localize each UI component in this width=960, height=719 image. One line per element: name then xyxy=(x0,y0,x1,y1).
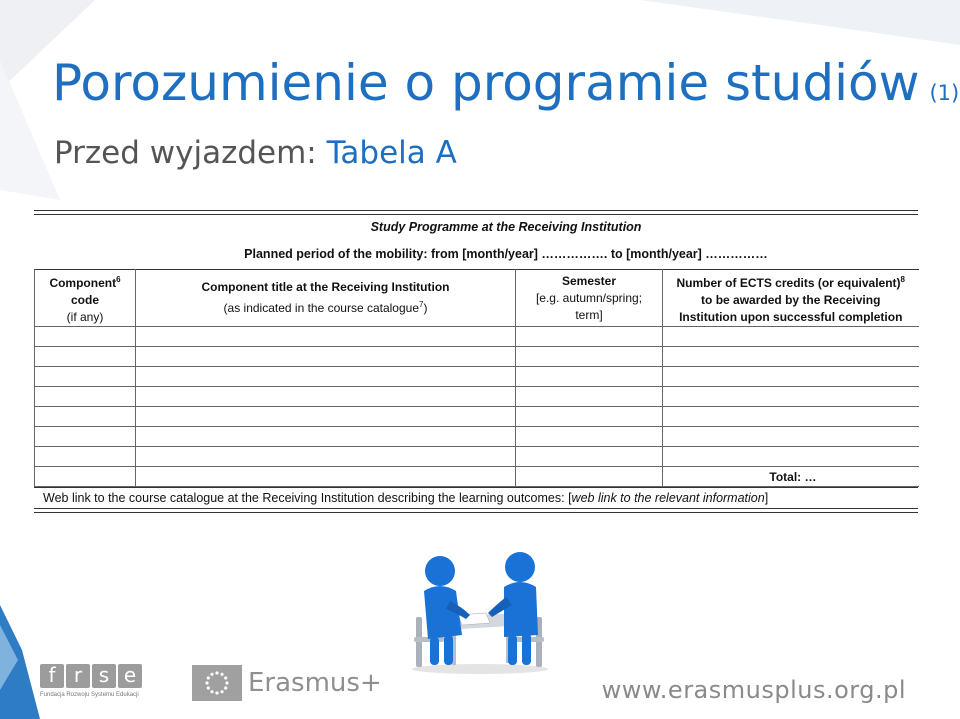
slide-title xyxy=(52,52,959,124)
two-figures-at-table-icon xyxy=(400,545,560,675)
cell-title[interactable] xyxy=(136,447,516,467)
table-row xyxy=(35,407,919,427)
cell-semester[interactable] xyxy=(516,387,663,407)
cell-title[interactable] xyxy=(136,407,516,427)
cell-title[interactable] xyxy=(136,327,516,347)
col-ects-credits: Number of ECTS credits (or equivalent)$^8$ to be awarded by the Receiving Institution upon successful completion xyxy=(663,270,919,327)
cell-code[interactable] xyxy=(35,387,136,407)
frse-caption: Fundacja Rozwoju Systemu Edukacji xyxy=(40,692,139,698)
slide-title-suffix: (1) xyxy=(929,81,960,105)
web-link-row: Web link to the course catalogue at the Receiving Institution describing the learning outcomes: [web link to the relevant information] xyxy=(34,487,918,508)
cell-ects[interactable] xyxy=(663,387,919,407)
cell-code[interactable] xyxy=(35,367,136,387)
footer-url[interactable]: www.erasmusplus.org.pl xyxy=(601,676,906,704)
col-component-code: Component$^6$ code (if any) xyxy=(35,270,136,327)
table-row xyxy=(35,387,919,407)
cell-semester[interactable] xyxy=(516,367,663,387)
mobility-period: Planned period of the mobility: from [month/year] ……………. to [month/year] …………… xyxy=(244,247,768,261)
cell-semester[interactable] xyxy=(516,347,663,367)
total-row xyxy=(35,467,919,487)
frse-logo xyxy=(40,664,146,704)
cell-semester xyxy=(516,467,663,487)
learning-agreement-table-a xyxy=(34,210,918,513)
web-link-placeholder[interactable]: web link to the relevant information xyxy=(571,491,765,505)
doc-heading: Study Programme at the Receiving Institution xyxy=(370,220,642,234)
subtitle-prefix: Przed wyjazdem: xyxy=(54,135,327,171)
cell-title xyxy=(136,467,516,487)
cell-ects[interactable] xyxy=(663,367,919,387)
cell-ects[interactable] xyxy=(663,427,919,447)
table-row xyxy=(35,427,919,447)
cell-code xyxy=(35,467,136,487)
bottom-rule xyxy=(34,508,918,513)
table-row xyxy=(35,327,919,347)
cell-ects[interactable] xyxy=(663,327,919,347)
frse-mark: f r s e xyxy=(40,664,146,688)
eu-flag-icon xyxy=(192,665,242,701)
cell-code[interactable] xyxy=(35,327,136,347)
cell-code[interactable] xyxy=(35,427,136,447)
col-semester: Semester [e.g. autumn/spring; term] xyxy=(516,270,663,327)
cell-code[interactable] xyxy=(35,347,136,367)
table-row xyxy=(35,347,919,367)
col-component-title: Component title at the Receiving Institution (as indicated in the course catalogue$^7$) xyxy=(136,270,516,327)
cell-title[interactable] xyxy=(136,427,516,447)
cell-semester[interactable] xyxy=(516,447,663,467)
cell-title[interactable] xyxy=(136,347,516,367)
cell-code[interactable] xyxy=(35,407,136,427)
subtitle-accent: Tabela A xyxy=(326,135,457,171)
study-programme-table xyxy=(34,269,919,487)
slide-subtitle xyxy=(54,133,457,173)
cell-semester[interactable] xyxy=(516,407,663,427)
cell-semester[interactable] xyxy=(516,427,663,447)
table-header-row xyxy=(35,270,919,327)
table-row xyxy=(35,447,919,467)
erasmus-label: Erasmus+ xyxy=(248,668,382,698)
cell-title[interactable] xyxy=(136,367,516,387)
cell-ects[interactable] xyxy=(663,407,919,427)
cell-ects[interactable] xyxy=(663,347,919,367)
erasmus-plus-logo xyxy=(192,663,382,703)
table-row xyxy=(35,367,919,387)
cell-code[interactable] xyxy=(35,447,136,467)
slide-title-text: Porozumienie o programie studiów xyxy=(52,54,920,112)
cell-ects[interactable] xyxy=(663,447,919,467)
total-label: Total: … xyxy=(663,467,919,487)
cell-title[interactable] xyxy=(136,387,516,407)
cell-semester[interactable] xyxy=(516,327,663,347)
